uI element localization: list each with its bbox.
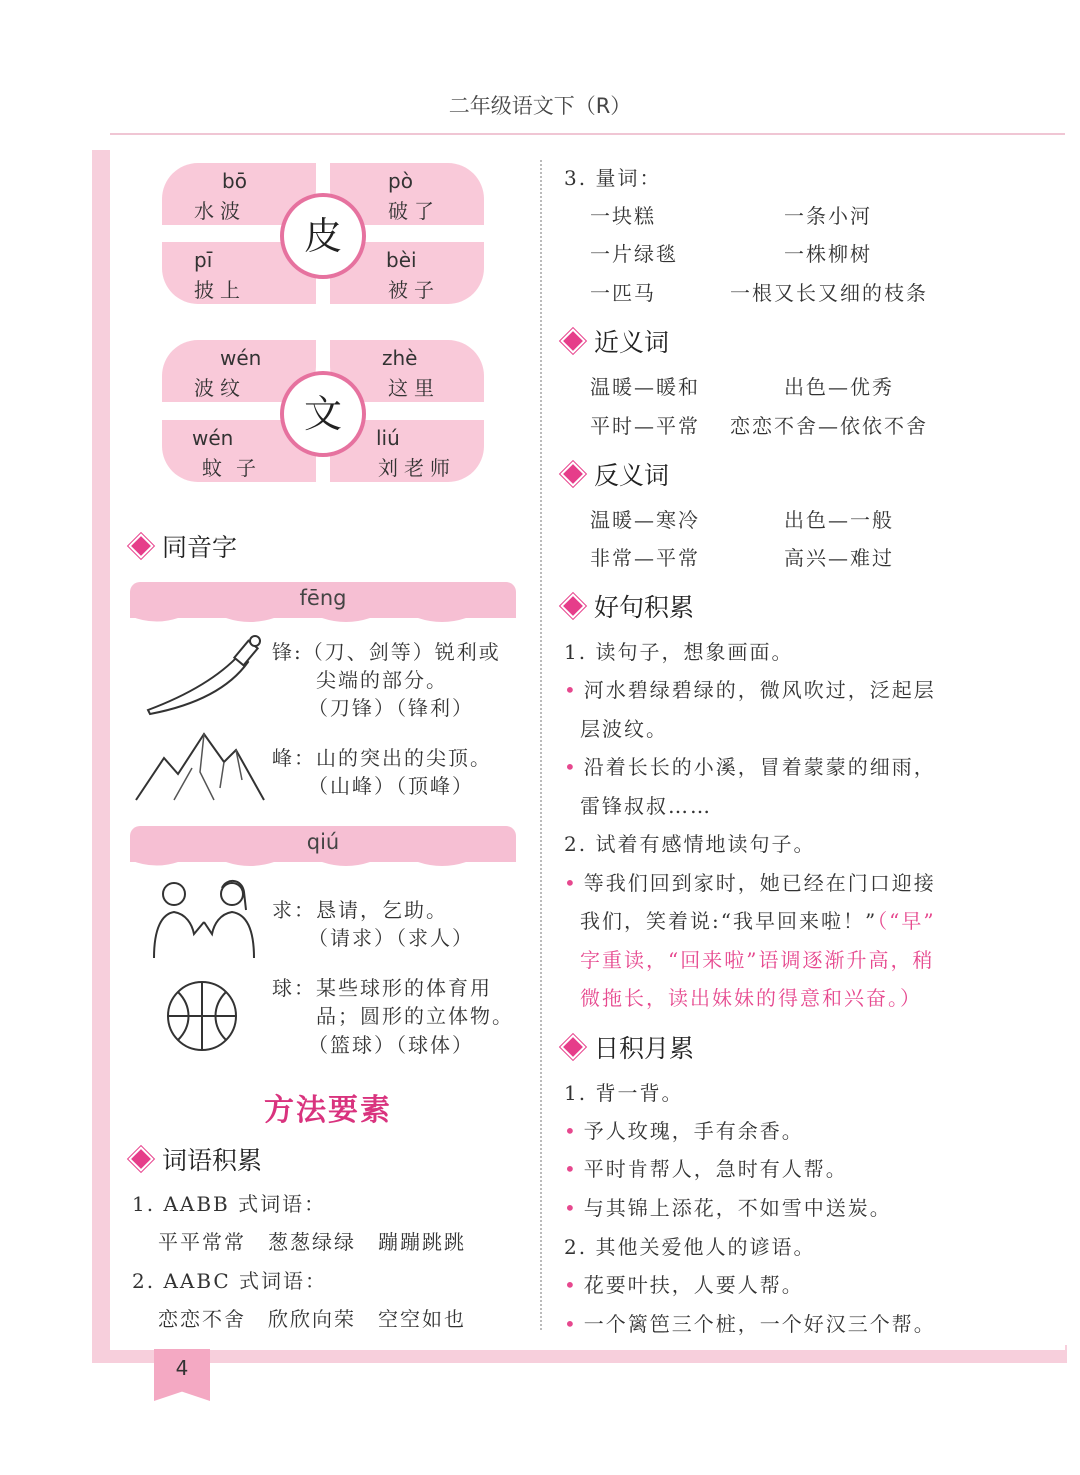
sentence-line xyxy=(564,867,936,896)
daily-line xyxy=(564,1308,936,1337)
daily-line xyxy=(564,1115,804,1144)
sentence-text: 我们，笑着说:“我早回来啦！” xyxy=(580,909,878,933)
word: 破了 xyxy=(388,199,440,223)
bullet-icon: • xyxy=(564,678,578,702)
measure-words-title: 3. 量词： xyxy=(564,166,662,190)
synonym-pair: 恋恋不舍—依依不舍 xyxy=(730,414,928,438)
bullet-icon: • xyxy=(564,1157,578,1181)
banner-wave xyxy=(130,860,516,870)
sentence-line: 1. 读句子，想象画面。 xyxy=(564,640,794,664)
sentence-line xyxy=(580,905,936,934)
measure-word: 一匹马 xyxy=(590,281,656,305)
word: 蚊子 xyxy=(202,456,270,480)
pinyin: bèi xyxy=(386,248,417,272)
synonym-pair: 温暖—暖和 xyxy=(590,375,700,399)
daily-line: 2. 其他关爱他人的谚语。 xyxy=(564,1235,816,1259)
aabb-words: 平平常常 葱葱绿绿 蹦蹦跳跳 xyxy=(158,1230,466,1254)
heading-good-sentences xyxy=(566,588,694,624)
banner-pinyin: qiú xyxy=(306,830,340,854)
diamond-icon xyxy=(563,596,583,616)
method-title: 方法要素 xyxy=(264,1093,392,1128)
mountain-icon xyxy=(134,728,266,802)
antonym-pair: 出色—一般 xyxy=(784,508,894,532)
sentence-text: 河水碧绿碧绿的，微风吹过，泛起层 xyxy=(583,678,936,702)
measure-word: 一根又长又细的枝条 xyxy=(730,281,928,305)
page-header: 二年级语文下（R） xyxy=(448,94,632,118)
pinyin: zhè xyxy=(382,346,418,370)
sword-icon xyxy=(140,632,268,716)
bullet-icon: • xyxy=(564,1273,578,1297)
diamond-icon xyxy=(563,464,583,484)
antonym-pair: 高兴—难过 xyxy=(784,546,894,570)
bullet-icon: • xyxy=(564,871,578,895)
qiu2-line2: 品；圆形的立体物。 xyxy=(316,1004,514,1028)
feng2-line2: （山峰）（顶峰） xyxy=(308,774,474,798)
proverb-text: 花要叶扶，人要人帮。 xyxy=(583,1273,804,1297)
word: 被子 xyxy=(388,278,440,302)
reading-tip: （“早” xyxy=(877,909,936,933)
heading-text: 词语积累 xyxy=(162,1146,263,1175)
heading-synonyms xyxy=(566,323,669,359)
word: 波纹 xyxy=(194,376,246,400)
sentence-line: 雷锋叔叔…… xyxy=(580,794,712,818)
sentence-text: 沿着长长的小溪，冒着蒙蒙的细雨， xyxy=(583,755,936,779)
heading-daily-accumulation xyxy=(566,1029,694,1065)
basketball-icon xyxy=(164,978,240,1054)
center-character: 文 xyxy=(280,371,366,457)
bullet-icon: • xyxy=(564,755,578,779)
heading-text: 日积月累 xyxy=(594,1034,695,1063)
pinyin: liú xyxy=(376,426,400,450)
heading-text: 近义词 xyxy=(594,328,670,357)
synonym-pair: 出色—优秀 xyxy=(784,375,894,399)
pinyin: wén xyxy=(220,346,262,370)
aabb-label: 1. AABB 式词语： xyxy=(132,1192,327,1216)
daily-line xyxy=(564,1192,892,1221)
pinyin: bō xyxy=(222,169,247,193)
proverb-text: 一个篱笆三个桩，一个好汉三个帮。 xyxy=(583,1312,936,1336)
banner-wave xyxy=(130,616,516,626)
diamond-icon xyxy=(131,1149,151,1169)
bullet-icon: • xyxy=(564,1119,578,1143)
pinyin: wén xyxy=(192,426,234,450)
heading-homophones xyxy=(134,528,237,564)
synonym-pair: 平时—平常 xyxy=(590,414,700,438)
sentence-line: 层波纹。 xyxy=(580,717,668,741)
people-icon xyxy=(148,876,260,960)
sentence-line xyxy=(564,751,936,780)
measure-word: 一条小河 xyxy=(784,204,872,228)
antonym-pair: 温暖—寒冷 xyxy=(590,508,700,532)
proverb-text: 平时肯帮人，急时有人帮。 xyxy=(583,1157,848,1181)
feng1-line2: 尖端的部分。 xyxy=(316,668,448,692)
heading-word-accumulation xyxy=(134,1141,262,1177)
aabc-words: 恋恋不舍 欣欣向荣 空空如也 xyxy=(158,1307,466,1331)
measure-word: 一块糕 xyxy=(590,204,656,228)
qiu2-line3: （篮球）（球体） xyxy=(308,1033,474,1057)
feng2-line1: 峰：山的突出的尖顶。 xyxy=(272,746,492,770)
pinyin: pī xyxy=(194,248,213,272)
word: 刘老师 xyxy=(378,456,456,480)
qiu1-line1: 求：恳请，乞助。 xyxy=(272,898,448,922)
bullet-icon: • xyxy=(564,1312,578,1336)
banner-feng xyxy=(130,582,516,618)
sentence-line: 2. 试着有感情地读句子。 xyxy=(564,832,816,856)
measure-word: 一片绿毯 xyxy=(590,242,678,266)
reading-tip-line: 字重读，“回来啦”语调逐渐升高，稍 xyxy=(580,948,935,972)
feng1-line3: （刀锋）（锋利） xyxy=(308,696,474,720)
daily-line xyxy=(564,1269,804,1298)
heading-antonyms xyxy=(566,456,669,492)
antonym-pair: 非常—平常 xyxy=(590,546,700,570)
proverb-text: 予人玫瑰，手有余香。 xyxy=(583,1119,804,1143)
qiu2-line1: 球：某些球形的体育用 xyxy=(272,976,492,1000)
qiu1-line2: （请求）（求人） xyxy=(308,926,474,950)
diamond-icon xyxy=(563,331,583,351)
word: 水波 xyxy=(194,199,246,223)
daily-line: 1. 背一背。 xyxy=(564,1081,684,1105)
word: 这里 xyxy=(388,376,440,400)
page-number: 4 xyxy=(175,1356,189,1380)
heading-text: 反义词 xyxy=(594,461,670,490)
heading-text: 好句积累 xyxy=(594,593,695,622)
diamond-icon xyxy=(131,536,151,556)
banner-pinyin: fēng xyxy=(299,586,347,610)
aabc-label: 2. AABC 式词语： xyxy=(132,1269,328,1293)
sentence-text: 等我们回到家时，她已经在门口迎接 xyxy=(583,871,936,895)
column-divider xyxy=(540,160,542,1330)
pinyin: pò xyxy=(388,169,413,193)
banner-qiu xyxy=(130,826,516,862)
feng1-line1: 锋:（刀、剑等）锐利或 xyxy=(272,640,501,664)
reading-tip-line: 微拖长，读出妹妹的得意和兴奋。） xyxy=(580,986,922,1010)
word: 披上 xyxy=(194,278,246,302)
bullet-icon: • xyxy=(564,1196,578,1220)
proverb-text: 与其锦上添花，不如雪中送炭。 xyxy=(583,1196,892,1220)
diamond-icon xyxy=(563,1037,583,1057)
sentence-line xyxy=(564,674,936,703)
measure-word: 一株柳树 xyxy=(784,242,872,266)
center-character: 皮 xyxy=(280,193,366,279)
daily-line xyxy=(564,1153,848,1182)
heading-text: 同音字 xyxy=(162,533,238,562)
